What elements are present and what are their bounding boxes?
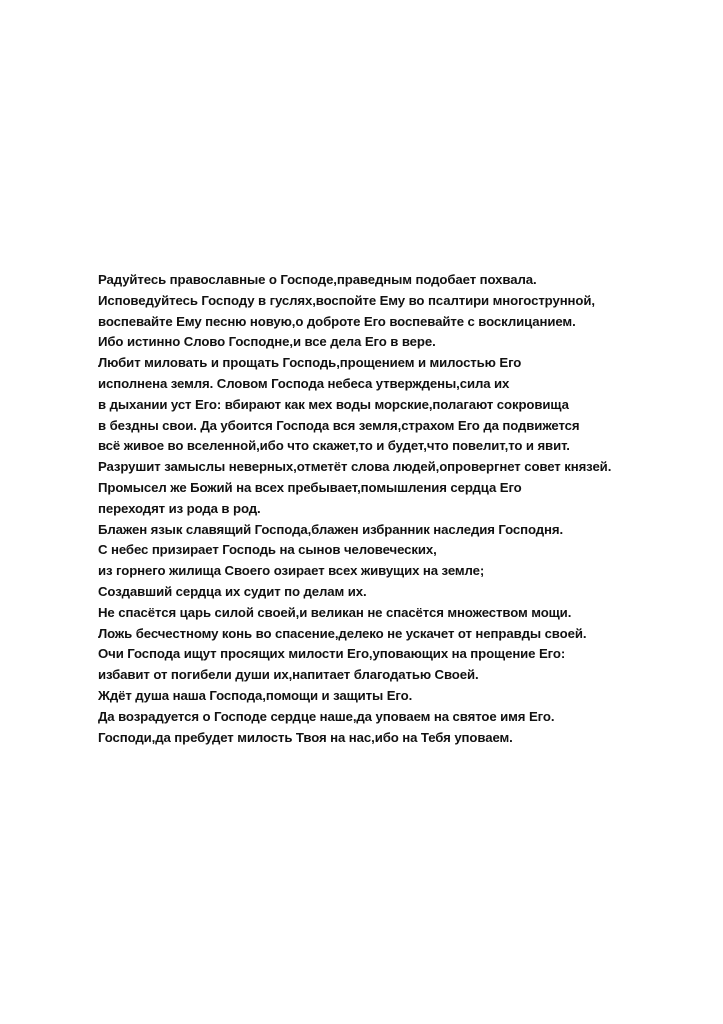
text-line-11: Промысел же Божий на всех пребывает,помышления сердца Его — [98, 479, 522, 495]
text-line-3: воспевайте Ему песню новую,о доброте Его воспевайте с восклицанием. — [98, 313, 576, 329]
text-line-12: переходят из рода в род. — [98, 500, 261, 516]
text-line-6: исполнена земля. Словом Господа небеса утверждены,сила их — [98, 375, 510, 391]
text-line-17: Не спасётся царь силой своей,и великан не спасётся множеством мощи. — [98, 604, 572, 620]
text-line-7: в дыхании уст Его: вбирают как мех воды морские,полагают сокровища — [98, 396, 569, 412]
text-line-20: избавит от погибели души их,напитает благодатью Своей. — [98, 667, 479, 683]
text-line-21: Ждёт душа наша Господа,помощи и защиты Его. — [98, 687, 413, 703]
text-line-9: всё живое во вселенной,ибо что скажет,то и будет,что повелит,то и явит. — [98, 438, 570, 454]
text-line-13: Блажен язык славящий Господа,блажен избранник наследия Господня. — [98, 521, 564, 537]
text-line-18: Ложь бесчестному конь во спасение,делеко не ускачет от неправды своей. — [98, 625, 587, 641]
text-line-22: Да возрадуется о Господе сердце наше,да уповаем на святое имя Его. — [98, 708, 555, 724]
psalm-text-block — [98, 270, 698, 752]
text-line-14: С небес призирает Господь на сынов человеческих, — [98, 542, 437, 558]
text-line-2: Исповедуйтесь Господу в гуслях,воспойте Ему во псалтири многострунной, — [98, 292, 595, 308]
text-line-4: Ибо истинно Слово Господне,и все дела Его в вере. — [98, 334, 436, 350]
text-line-1: Радуйтесь православные о Господе,праведным подобает похвала. — [98, 272, 537, 287]
text-line-23: Господи,да пребудет милость Твоя на нас,ибо на Тебя уповаем. — [98, 729, 513, 745]
text-line-19: Очи Господа ищут просящих милости Его,уповающих на прощение Его: — [98, 646, 566, 662]
text-line-10: Разрушит замыслы неверных,отметёт слова людей,опровергнет совет князей. — [98, 459, 612, 475]
text-line-15: из горнего жилища Своего озирает всех живущих на земле; — [98, 563, 485, 579]
text-line-16: Создавший сердца их судит по делам их. — [98, 583, 367, 599]
text-line-8: в бездны свои. Да убоится Господа вся земля,страхом Его да подвижется — [98, 417, 580, 433]
text-line-5: Любит миловать и прощать Господь,прощением и милостью Его — [98, 355, 522, 371]
